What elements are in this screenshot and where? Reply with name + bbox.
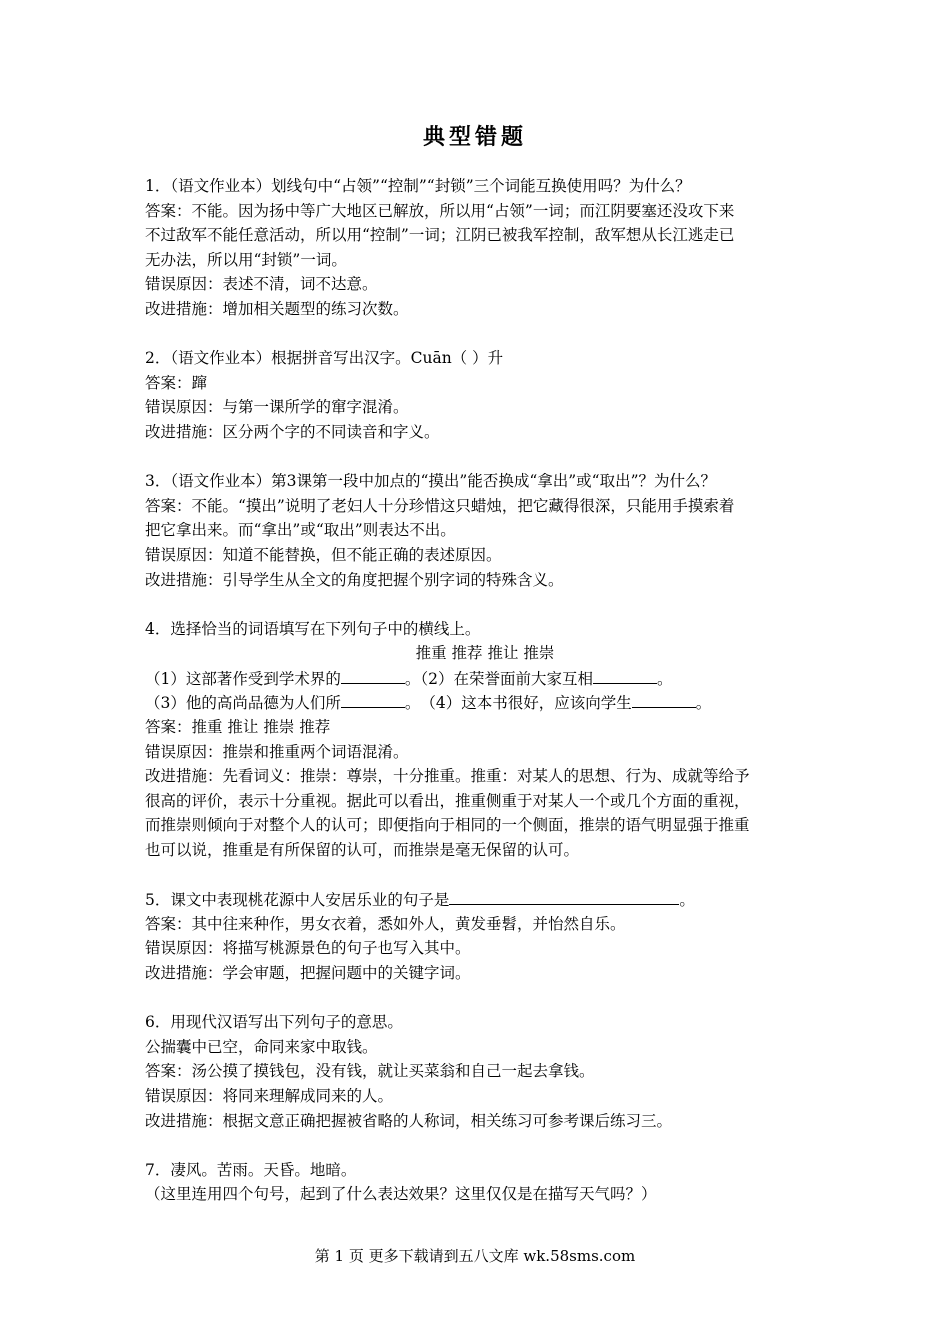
q1-reason: 错误原因：表述不清，词不达意。: [145, 275, 378, 294]
q1-answer-line: 无办法，所以用“封锁”一词。: [145, 250, 347, 269]
q4-reason: 错误原因：推崇和推重两个词语混淆。: [145, 742, 409, 761]
q1-answer-line: 答案：不能。因为扬中等广大地区已解放，所以用“占领”一词；而江阴要塞还没攻下来: [145, 201, 735, 220]
q4-measure-line: 很高的评价，表示十分重视。据此可以看出，推重侧重于对某人一个或几个方面的重视，: [145, 791, 750, 810]
q2-answer: 答案：蹿: [145, 373, 208, 392]
q4-sentence-1-end: 。: [404, 669, 421, 688]
answer-blank: [449, 887, 679, 905]
q4-word-bank: 推重 推荐 推让 推崇: [415, 644, 555, 663]
answer-blank: [593, 666, 657, 684]
q4-measure-line: 而推崇则倾向于对整个人的认可；即便指向于相同的一个侧面，推崇的语气明显强于推重: [145, 816, 750, 835]
q3-answer-line: 答案：不能。“摸出”说明了老妇人十分珍惜这只蜡烛，把它藏得很深，只能用手摸索着: [145, 496, 735, 515]
page-footer: 第 1 页 更多下载请到五八文库 wk.58sms.com: [314, 1247, 636, 1265]
q3-measure: 改进措施：引导学生从全文的角度把握个别字词的特殊含义。: [145, 570, 564, 589]
document-body: [145, 174, 825, 1207]
q4-sentence-4-end: 。: [695, 694, 712, 713]
q4-sentence-3: （3）他的高尚品德为人们所: [145, 694, 341, 713]
q4-sentence-1: （1）这部著作受到学术界的: [145, 669, 341, 688]
q4-sentence-2: （2）在荣誉面前大家互相: [420, 669, 594, 688]
q1-question: 1．（语文作业本）划线句中“占领”“控制”“封锁”三个词能互换使用吗？为什么？: [145, 177, 691, 195]
page-title: 典型错题: [422, 124, 527, 150]
q1-answer-line: 不过敌军不能任意活动，所以用“控制”一词；江阴已被我军控制，敌军想从长江逃走已: [145, 226, 735, 245]
q7-sub-question: （这里连用四个句号，起到了什么表达效果？这里仅仅是在描写天气吗？）: [145, 1185, 657, 1204]
answer-blank: [341, 690, 405, 708]
q7-question: 7．凄风。苦雨。天昏。地暗。: [145, 1160, 357, 1179]
q3-reason: 错误原因：知道不能替换，但不能正确的表述原因。: [145, 545, 502, 564]
q4-answer: 答案：推重 推让 推崇 推荐: [145, 718, 331, 737]
q2-question: 2．（语文作业本）根据拼音写出汉字。Cuān（ ）升: [145, 349, 504, 368]
q4-sentence-3-end: 。: [404, 694, 413, 713]
q4-question: 4．选择恰当的词语填写在下列句子中的横线上。: [145, 619, 481, 638]
q6-reason: 错误原因：将同来理解成同来的人。: [145, 1086, 394, 1105]
q1-measure: 改进措施：增加相关题型的练习次数。: [145, 299, 409, 318]
q5-answer: 答案：其中往来种作，男女衣着，悉如外人，黄发垂髫，并怡然自乐。: [145, 914, 626, 933]
q3-answer-line: 把它拿出来。而“拿出”或“取出”则表达不出。: [145, 521, 456, 540]
q5-reason: 错误原因：将描写桃源景色的句子也写入其中。: [145, 939, 471, 958]
q5-question: 5．课文中表现桃花源中人安居乐业的句子是: [145, 891, 450, 910]
q4-sentences-row-1: [145, 666, 825, 691]
q6-answer: 答案：汤公摸了摸钱包，没有钱，就让买菜翁和自己一起去拿钱。: [145, 1062, 595, 1081]
q2-measure: 改进措施：区分两个字的不同读音和字义。: [145, 422, 440, 441]
q5-measure: 改进措施：学会审题，把握问题中的关键字词。: [145, 964, 471, 982]
q4-sentence-2-end: 。: [657, 669, 673, 688]
q3-question: 3．（语文作业本）第3课第一段中加点的“摸出”能否换成“拿出”或“取出”？为什么？: [145, 472, 717, 491]
q5-question-end: 。: [679, 891, 695, 910]
q6-question: 6．用现代汉语写出下列句子的意思。: [145, 1013, 403, 1032]
answer-blank: [341, 666, 405, 684]
q4-measure-line: 改进措施：先看词义：推崇：尊崇，十分推重。推重：对某人的思想、行为、成就等给予: [145, 767, 750, 786]
q2-reason: 错误原因：与第一课所学的窜字混淆。: [145, 398, 409, 417]
q4-sentences-row-2: [145, 690, 825, 715]
q5-question-row: [145, 887, 825, 912]
q6-measure: 改进措施：根据文意正确把握被省略的人称词，相关练习可参考课后练习三。: [145, 1111, 673, 1130]
q4-sentence-4: （4）这本书很好，应该向学生: [428, 694, 632, 713]
q4-measure-line: 也可以说，推重是有所保留的认可，而推崇是毫无保留的认可。: [145, 841, 580, 860]
q6-sentence: 公揣囊中已空，命同来家中取钱。: [145, 1037, 378, 1056]
answer-blank: [632, 690, 696, 708]
